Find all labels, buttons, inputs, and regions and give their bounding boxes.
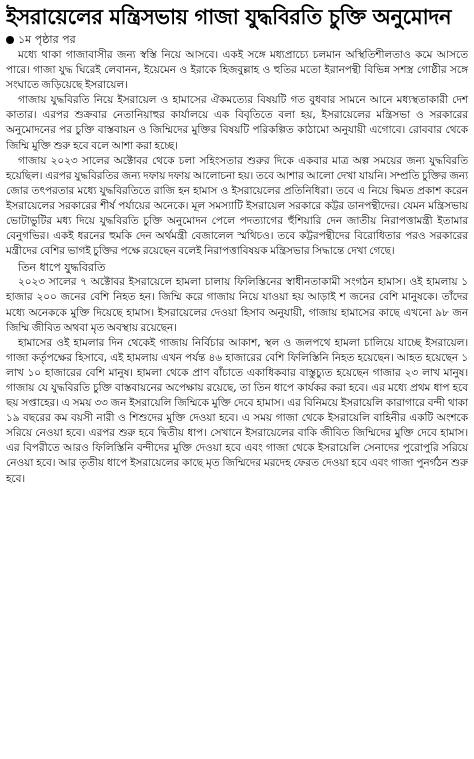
continuation-line — [6, 33, 468, 47]
article-paragraph: ২০২৩ সালের ৭ অক্টোবর ইসরায়েলে হামলা চালায় ফিলিস্তিনের স্বাধীনতাকামী সংগঠন হামাস। ওই হামলায় ১ হাজার ২০০ জনের বেশি নিহত হন। জিম্মি করে গাজায় নিয়ে যাওয়া হয় আড়াই শ জনের বেশি মানুষকে। তাঁদের মধ্যে অনেককে মুক্তি দিয়েছে হামাস। ইসরায়েলের দেওয়া হিসাব অনুযায়ী, গাজায় হামাসের কাছে এখনো ৯৮ জন জিম্মি জীবিত অথবা মৃত অবস্থায় রয়েছেন। — [6, 276, 468, 334]
article-paragraph: মধ্যে থাকা গাজাবাসীর জন্য স্বস্তি নিয়ে আসবে। একই সঙ্গে মধ্যপ্রাচ্যে চলমান অস্থিতিশীলতাও কমে আসতে পারে। গাজা যুদ্ধ ঘিরেই লেবানন, ইয়েমেন ও ইরাকে হিজবুল্লাহ ও হুতির মতো ইরানপন্থী বিভিন্ন সশস্ত্র গোষ্ঠীর সঙ্গে সংঘাতে জড়িয়েছে ইসরায়েল। — [6, 49, 468, 92]
article-paragraph: গাজায় যুদ্ধবিরতি নিয়ে ইসরায়েল ও হামাসের ঐকমত্যের বিষয়টি গত বুধবার সামনে আনে মধ্যস্থতাকারী দেশ কাতার। এরপর শুক্রবার নেতানিয়াহুর কার্যালয়ে এক বিবৃতিতে বলা হয়, ইসরায়েলের মন্ত্রিসভা ও সরকারের অনুমোদনের পর চুক্তি বাস্তবায়ন ও জিম্মিদের মুক্তির বিষয়টি পরিকল্পিত কাঠামো অনুযায়ী এগোবে। রোববার থেকে জিম্মি মুক্তি শুরু হবে বলে আশা করা হচ্ছে। — [6, 94, 468, 152]
continuation-label: ১ম পৃষ্ঠার পর — [18, 33, 76, 46]
article-paragraph: হামাসের ওই হামলার দিন থেকেই গাজায় নির্বিচার আকাশ, স্থল ও জলপথে হামলা চালিয়ে যাচ্ছে ইসরায়েল। গাজা কর্তৃপক্ষের হিসাবে, এই হামলায় এখন পর্যন্ত ৪৬ হাজারের বেশি ফিলিস্তিনি নিহত হয়েছেন। আহত হয়েছেন ১ লাখ ১০ হাজারের বেশি মানুষ। হামলা থেকে প্রাণ বাঁচাতে একাধিকবার বাস্তুচ্যুত হয়েছেন গাজার ২৩ লাখ মানুষ। গাজায় যে যুদ্ধবিরতি চুক্তি বাস্তবায়নের অপেক্ষায় রয়েছে, তা তিন ধাপে কার্যকর করা হবে। এর মধ্যে প্রথম ধাপ হবে ছয় সপ্তাহের। এ সময় ৩৩ জন ইসরায়েলি জিম্মিকে মুক্তি দেবে হামাস। এর বিনিময়ে ইসরায়েলি কারাগারে বন্দী থাকা ১৯ বছরের কম বয়সী নারী ও শিশুদের মুক্তি দেওয়া হবে। এ সময় গাজা থেকে ইসরায়েলি বাহিনীর একটি অংশকে সরিয়ে নেওয়া হবে। এরপর শুরু হবে দ্বিতীয় ধাপ। সেখানে ইসরায়েলের বাকি জীবিত জিম্মিদের মুক্তি দেবে হামাস। এর বিপরীতে আরও ফিলিস্তিনি বন্দীদের মুক্তি দেওয়া হবে এবং গাজা থেকে ইসরায়েলি সেনাদের পুরোপুরি সরিয়ে নেওয়া হবে। আর তৃতীয় ধাপে ইসরায়েলের কাছে মৃত জিম্মিদের মরদেহ ফেরত দেওয়া হবে এবং গাজা পুনর্গঠন শুরু হবে। — [6, 336, 468, 485]
article-subheading: তিন ধাপে যুদ্ধবিরতি — [18, 261, 106, 275]
bullet-icon — [6, 36, 14, 44]
article-paragraph: গাজায় ২০২৩ সালের অক্টোবর থেকে চলা সহিংসতার শুরুর দিকে একবার মাত্র অল্প সময়ের জন্য যুদ্ধবিরতি হয়েছিল। এরপর যুদ্ধবিরতির জন্য দফায় দফায় আলোচনা হয়। তবে আশার আলো দেখা যায়নি। সম্প্রতি চুক্তির জন্য জোর তৎপরতার মধ্যে যুদ্ধবিরতিতে রাজি হন হামাস ও ইসরায়েলের প্রতিনিধিরা। তবে এ নিয়ে দ্বিমত প্রকাশ করেন ইসরায়েলের সরকারের শীর্ষ পর্যায়ের অনেকে। মূল সমস্যাটি ইসরায়েল সরকারে কট্টর ডানপন্থীদের। যেমন মন্ত্রিসভায় ভোটাভুটির মধ্য দিয়ে যুদ্ধবিরতি চুক্তি অনুমোদন পেলে পদত্যাগের হুঁশিয়ারি দেন জাতীয় নিরাপত্তামন্ত্রী ইতামার বেনুগভির। একই ধরনের হুমকি দেন অর্থমন্ত্রী বেজালেল স্মথিচও। তবে কট্টরপন্থীদের বিরোধিতার পরও সরকারের মন্ত্রীদের বেশির ভাগই চুক্তির পক্ষে রয়েছেন বলেই নিরাপত্তাবিষয়ক মন্ত্রিসভার সিদ্ধান্তে দেখা গেছে। — [6, 154, 468, 258]
article-headline: ইসরায়েলের মন্ত্রিসভায় গাজা যুদ্ধবিরতি চুক্তি অনুমোদন — [6, 4, 452, 29]
